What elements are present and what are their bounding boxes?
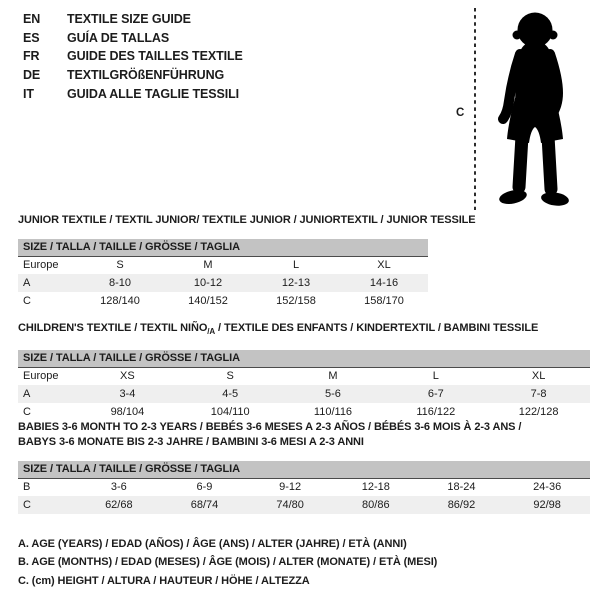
height-measure-label: C xyxy=(456,107,465,119)
language-code: EN xyxy=(23,12,41,27)
language-row xyxy=(23,47,243,66)
table-title: CHILDREN'S TEXTILE / TEXTIL $NIÑO_{/A}$ / TEXTILE DES ENFANTS / KINDERTEXTIL / BAMBINI TESSILE xyxy=(18,322,539,337)
size-value: 14-16 xyxy=(369,277,399,289)
size-value: 24-36 xyxy=(533,481,562,494)
size-value: S xyxy=(226,370,234,383)
size-value: 4-5 xyxy=(222,388,239,401)
size-value: 3-4 xyxy=(119,388,136,401)
row-label: A xyxy=(23,388,31,401)
size-value: 128/140 xyxy=(100,295,140,307)
size-value: 152/158 xyxy=(276,295,316,307)
size-value: 8-10 xyxy=(108,277,132,289)
size-value: 7-8 xyxy=(530,388,547,401)
size-value: 74/80 xyxy=(276,499,304,511)
footnote-line: B. AGE (MONTHS) / EDAD (MESES) / ÂGE (MOIS) / ALTER (MONATE) / ETÀ (MESI) xyxy=(18,556,438,569)
size-value: 6-9 xyxy=(196,481,213,494)
size-value: XL xyxy=(377,259,391,272)
row-label: C xyxy=(23,406,31,419)
baby-silhouette-icon xyxy=(482,8,588,213)
size-value: XS xyxy=(120,370,135,383)
size-table xyxy=(18,461,590,514)
size-value: 104/110 xyxy=(210,406,250,419)
table-row xyxy=(18,274,428,292)
guide-title: TEXTILGRÖßENFÜHRUNG xyxy=(67,68,225,83)
size-value: 98/104 xyxy=(110,406,145,419)
language-row xyxy=(23,29,243,48)
table-row xyxy=(18,385,590,403)
size-value: 110/116 xyxy=(313,406,353,419)
guide-title: GUIDA ALLE TAGLIE TESSILI xyxy=(67,86,240,101)
guide-title: TEXTILE SIZE GUIDE xyxy=(67,12,191,27)
size-value: 3-6 xyxy=(110,481,127,494)
language-code: FR xyxy=(23,49,40,64)
guide-title: GUIDE DES TAILLES TEXTILE xyxy=(67,49,243,64)
language-title-list xyxy=(23,10,243,103)
size-value: L xyxy=(292,259,300,272)
language-code: IT xyxy=(23,86,34,101)
size-value: M xyxy=(203,259,213,272)
size-value: 122/128 xyxy=(518,406,559,419)
footnote-line: A. AGE (YEARS) / EDAD (AÑOS) / ÂGE (ANS) / ALTER (JAHRE) / ETÀ (ANNI) xyxy=(18,538,407,550)
size-table-section xyxy=(18,420,590,514)
size-value: 10-12 xyxy=(193,277,223,289)
size-header-bar: SIZE / TALLA / TAILLE / GRÖSSE / TAGLIA xyxy=(18,239,428,256)
size-value: 12-18 xyxy=(361,481,390,494)
size-value: 158/170 xyxy=(364,295,404,307)
language-row xyxy=(23,66,243,85)
size-value: L xyxy=(432,370,439,383)
size-table xyxy=(18,350,590,421)
row-label: B xyxy=(23,481,31,494)
row-label: Europe xyxy=(23,370,59,383)
table-title-subscript: /A xyxy=(207,327,216,337)
size-value: 6-7 xyxy=(427,388,444,401)
size-value: 86/92 xyxy=(447,499,476,511)
table-row xyxy=(18,256,428,274)
table-row xyxy=(18,403,590,421)
table-row xyxy=(18,292,428,310)
size-value: 92/98 xyxy=(533,499,561,511)
row-label: C xyxy=(23,295,31,307)
language-row xyxy=(23,84,243,103)
row-label: A xyxy=(23,277,31,289)
size-value: S xyxy=(116,259,124,272)
size-value: M xyxy=(328,370,338,383)
size-value: 18-24 xyxy=(447,481,476,494)
language-code: DE xyxy=(23,68,41,83)
size-value: 116/122 xyxy=(416,406,456,419)
size-table xyxy=(18,239,428,310)
footnotes xyxy=(18,535,437,590)
table-row xyxy=(18,478,590,496)
guide-title: GUÍA DE TALLAS xyxy=(67,30,170,45)
language-row xyxy=(23,10,243,29)
table-title: JUNIOR TEXTILE / TEXTIL JUNIOR/ TEXTILE JUNIOR / JUNIORTEXTIL / JUNIOR TESSILE xyxy=(18,214,476,226)
row-label: C xyxy=(23,499,31,511)
size-header-bar: SIZE / TALLA / TAILLE / GRÖSSE / TAGLIA xyxy=(18,350,590,367)
size-table-section xyxy=(18,321,590,421)
size-header-bar: SIZE / TALLA / TAILLE / GRÖSSE / TAGLIA xyxy=(18,461,590,478)
size-value: XL xyxy=(531,370,546,383)
size-value: 62/68 xyxy=(105,499,133,511)
size-value: 140/152 xyxy=(188,295,228,307)
size-value: 9-12 xyxy=(279,481,302,494)
language-code: ES xyxy=(23,30,40,45)
height-measure-dashed-line xyxy=(472,6,478,212)
size-value: 5-6 xyxy=(325,388,341,401)
size-value: 80/86 xyxy=(362,499,390,511)
size-value: 68/74 xyxy=(190,499,219,511)
table-row xyxy=(18,367,590,385)
row-label: Europe xyxy=(23,259,59,272)
table-title: BABIES 3-6 MONTH TO 2-3 YEARS / BEBÉS 3-6 MESES A 2-3 AÑOS / BÉBÉS 3-6 MOIS À 2-3 ANS / BABYS 3-6 MONATE BIS 2-3 JAHRE / BAMBINI 3-6 MESI A 2-3 ANNI xyxy=(18,421,522,448)
size-value: 12-13 xyxy=(281,277,311,289)
footnote-line: C. (cm) HEIGHT / ALTURA / HAUTEUR / HÖHE / ALTEZZA xyxy=(18,574,310,587)
size-table-section xyxy=(18,213,476,310)
table-row xyxy=(18,496,590,514)
